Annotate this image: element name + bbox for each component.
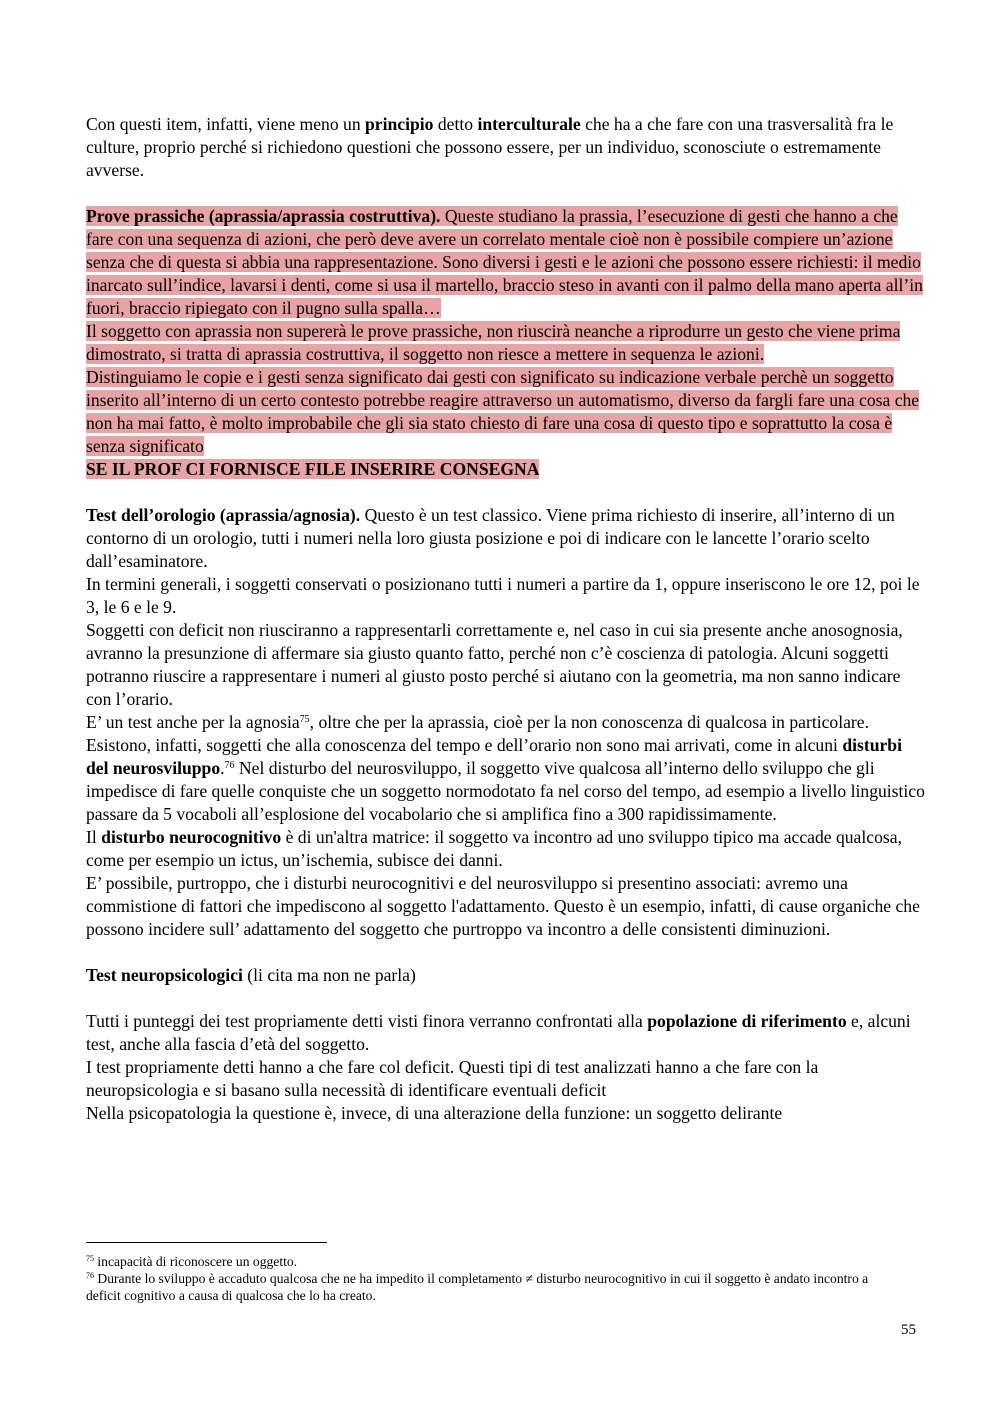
section-title-prassia: Prove prassiche (aprassia/aprassia costruttiva).: [86, 206, 441, 226]
term-popolazione: popolazione di riferimento: [647, 1011, 847, 1031]
paragraph-orologio-5: Il disturbo neurocognitivo è di un'altra matrice: il soggetto va incontro ad uno sviluppo tipico ma accade qualcosa, come per esempio un ictus, un’ischemia, subisce dei danni.: [86, 827, 902, 870]
paragraph-closing: Tutti i punteggi dei test propriamente detti visti finora verranno confrontati alla popolazione di riferimento e, alcuni test, anche alla fascia d’età del soggetto.: [86, 1011, 911, 1054]
paragraph-intercultural: Con questi item, infatti, viene meno un principio detto interculturale che ha a che fare con una trasversalità fra le culture, proprio perché si richiedono questioni che possono essere, per un individuo, sconosciute o estremamente avverse.: [86, 114, 894, 180]
highlighted-text: Prove prassiche (aprassia/aprassia costruttiva). Queste studiano la prassia, l’esecuzione di gesti che hanno a che fare con una sequenza di azioni, che però deve avere un correlato mentale cioè non è possibile compiere un’azione senza che di questa si abbia una rappresentazione. Sono diversi i gesti e le azioni che possono essere richiesti: il medio inarcato sull’indice, lavarsi i denti, come si usa il martello, braccio steso in avanti con il palmo della mano aperta all’in fuori, braccio ripiegato con il pugno sulla spalla…: [86, 206, 923, 318]
paragraph-orologio-2: In termini generali, i soggetti conservati o posizionano tutti i numeri a partire da 1, oppure inseriscono le ore 12, poi le 3, le 6 e le 9.: [86, 574, 920, 617]
footnotes: [86, 1253, 886, 1304]
footnote-75: $^{75}$ incapacità di riconoscere un oggetto.: [86, 1254, 298, 1269]
highlighted-text: Il soggetto con aprassia non supererà le prove prassiche, non riuscirà neanche a riprodurre un gesto che viene prima dimostrato, si tratta di aprassia costruttiva, il soggetto non riesce a mettere in sequenza le azioni.: [86, 321, 901, 364]
term-neurosviluppo: disturbi del neurosviluppo: [86, 735, 902, 778]
paragraph-neuro: Test neuropsicologici (li cita ma non ne parla): [86, 965, 416, 985]
footnote-ref-76[interactable]: 76: [224, 760, 235, 771]
footnote-76: $^{76}$ Durante lo sviluppo è accaduto qualcosa che ne ha impedito il completamento ≠ disturbo neurocognitivo in cui il soggetto è andato incontro a deficit cognitivo a causa di qualcosa che lo ha creato.: [86, 1271, 869, 1303]
paragraph-prassia-note: [86, 458, 926, 481]
spacer: [86, 941, 926, 964]
term-interculturale: interculturale: [477, 114, 581, 134]
page-number: 55: [901, 1322, 916, 1338]
paragraph-orologio: Test dell’orologio (aprassia/agnosia). Questo è un test classico. Viene prima richiesto di inserire, all’interno di un contorno di un orologio, tutti i numeri nella loro giusta posizione e poi di indicare con le lancette l’orario scelto dall’esaminatore.: [86, 505, 895, 571]
section-title-neuro: Test neuropsicologici: [86, 965, 243, 985]
highlighted-text: Distinguiamo le copie e i gesti senza significato dai gesti con significato su indicazione verbale perchè un soggetto inserito all’interno di un certo contesto potrebbe reagire attraverso un automatismo, diverso da fargli fare una cosa che non ha mai fatto, è molto improbabile che gli sia stato chiesto di fare una cosa di questo tipo e soprattutto la cosa è senza significato: [86, 367, 920, 456]
term-principio: principio: [365, 114, 434, 134]
paragraph-orologio-6: E’ possibile, purtroppo, che i disturbi neurocognitivi e del neurosviluppo si presentino associati: avremo una commistione di fattori che impediscono al soggetto l'adattamento. Questo è un esempio, infatti, di cause organiche che possono incidere sull’ adattamento del soggetto che purtroppo va incontro a delle consistenti diminuzioni.: [86, 873, 920, 939]
paragraph-prassia: [86, 205, 926, 320]
spacer: [86, 182, 926, 205]
highlighted-note: SE IL PROF CI FORNISCE FILE INSERIRE CONSEGNA: [86, 459, 540, 479]
section-title-orologio: Test dell’orologio (aprassia/agnosia).: [86, 505, 361, 525]
paragraph-prassia-3: [86, 366, 926, 458]
footnote-separator: [86, 1242, 327, 1243]
paragraph-orologio-4: E’ un test anche per la agnosia$^{75}$, oltre che per la aprassia, cioè per la non conoscenza di qualcosa in particolare. Esistono, infatti, soggetti che alla conoscenza del tempo e dell’orario non sono mai arrivati, come in alcuni disturbi del neurosviluppo.$^{76}$ Nel disturbo del neurosviluppo, il soggetto vive qualcosa all’interno dello sviluppo che gli impedisce di fare quelle conquiste che un soggetto normodotato fa nel corso del tempo, ad esempio a livello linguistico passare da 5 vocaboli all’esplosione del vocabolario che si amplifica fino a 300 rapidissimamente.: [86, 712, 925, 824]
paragraph-closing-3: Nella psicopatologia la questione è, invece, di una alterazione della funzione: un soggetto delirante: [86, 1103, 783, 1123]
footnote-ref-75[interactable]: 75: [299, 714, 310, 725]
spacer: [86, 481, 926, 504]
paragraph-prassia-2: [86, 320, 926, 366]
term-neurocognitivo: disturbo neurocognitivo: [101, 827, 282, 847]
paragraph-orologio-3: Soggetti con deficit non riusciranno a rappresentarli correttamente e, nel caso in cui sia presente anche anosognosia, avranno la presunzione di affermare sia giusto quanto fatto, perché non c’è coscienza di patologia. Alcuni soggetti potranno riuscire a rappresentare i numeri al giusto posto perché si aiutano con la geometria, ma non sanno indicare con l’orario.: [86, 620, 903, 709]
paragraph-closing-2: I test propriamente detti hanno a che fare col deficit. Questi tipi di test analizzati hanno a che fare con la neuropsicologia e si basano sulla necessità di identificare eventuali deficit: [86, 1057, 819, 1100]
body-text: [86, 113, 926, 1125]
spacer: [86, 987, 926, 1010]
